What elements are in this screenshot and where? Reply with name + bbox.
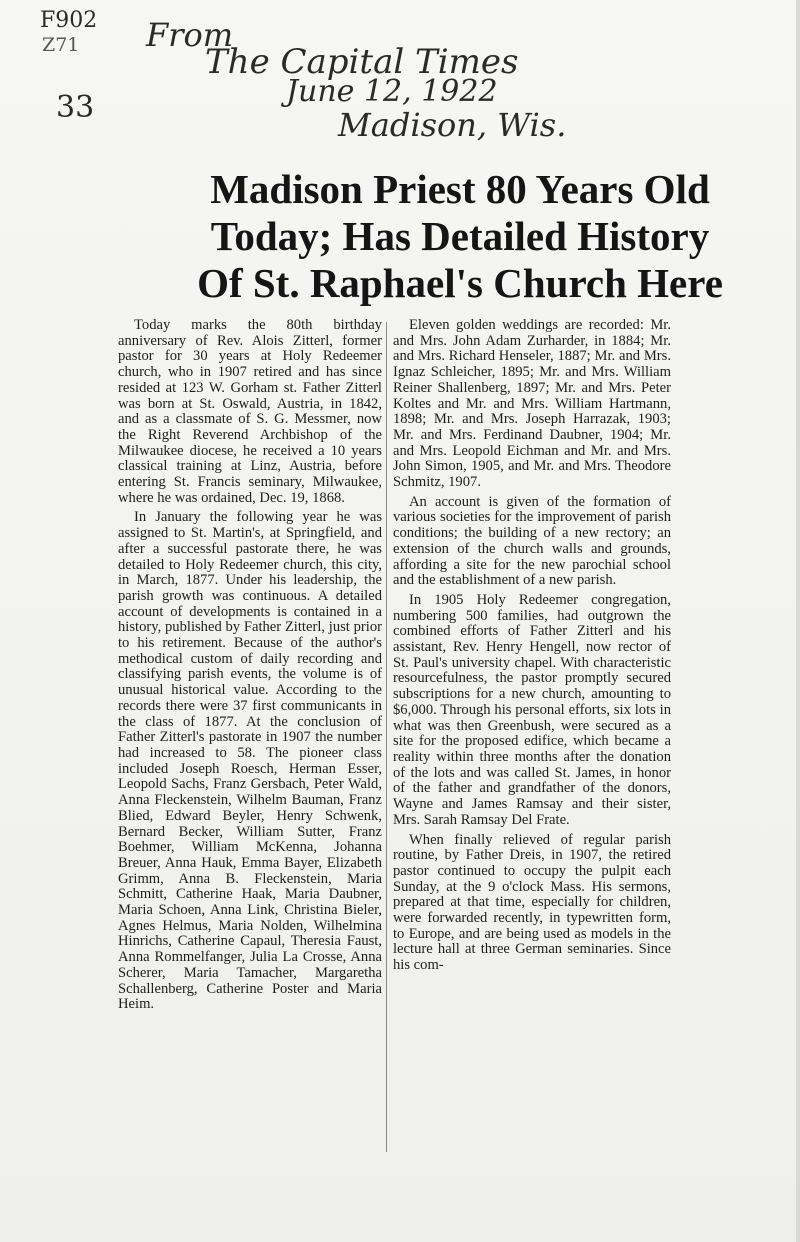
- newspaper-name-annotation: The Capital Times: [205, 42, 519, 82]
- article-paragraph: Eleven golden weddings are recorded: Mr. and Mrs. John Adam Zurharder, in 1884; Mr. and Mrs. Richard Henseler, 1887; Mr. and Mrs. Ignaz Schleicher, 1895; Mr. and Mrs. William Reiner Shallenberg, 1897; Mr. and Mrs. Peter Koltes and Mr. and Mrs. William Hartmann, 1898; Mr. and Mrs. Joseph Harrazak, 1903; Mr. and Mrs. Ferdinand Daubner, 1904; Mr. and Mrs. Leopold Eichman and Mr. and Mrs. John Simon, 1905, and Mr. and Mrs. Theodore Schmitz, 1907.: [393, 317, 671, 491]
- article-paragraph: In 1905 Holy Redeemer congregation, numbering 500 families, had outgrown the combined efforts of Father Zitterl and his assistant, Rev. Henry Hengell, now rector of St. Paul's university chapel. With characteristic resourcefulness, the pastor promptly secured subscriptions for a new church, amounting to $6,000. Through his personal efforts, six lots in what was then Greenbush, were secured as a site for the proposed edifice, which became a reality within three months after the donation of the lots and was called St. James, in honor of the father and grandfather of the donors, Wayne and James Ramsay and their sister, Mrs. Sarah Ramsay Del Frate.: [393, 591, 671, 828]
- headline-line-3: Of St. Raphael's Church Here: [197, 260, 723, 306]
- source-from-annotation: From: [146, 16, 234, 54]
- article-left-column: [118, 318, 382, 1017]
- publication-place-annotation: Madison, Wis.: [338, 106, 567, 144]
- article-paragraph: In January the following year he was assigned to St. Martin's, at Springfield, and after a successful pastorate there, he was detailed to Holy Redeemer church, this city, in March, 1877. Under his leadership, the parish growth was continuous. A detailed account of developments is contained in a history, published by Father Zitterl, just prior to his retirement. Because of the author's methodical custom of daily recording and classifying parish events, the volume is of unusual historical value. According to the records there were 37 first communicants in the class of 1877. At the conclusion of Father Zitterl's pastorate in 1907 the number had increased to 58. The pioneer class included Joseph Roesch, Herman Esser, Leopold Sachs, Franz Gersbach, Peter Wald, Anna Fleckenstein, Wilhelm Bauman, Franz Blied, Edward Beyler, Henry Schwenk, Bernard Becker, William Sutter, Franz Boehmer, William McKenna, Johanna Breuer, Anna Hauk, Emma Bayer, Elizabeth Grimm, Anna B. Fleckenstein, Maria Schmitt, Catherine Haak, Maria Daubner, Maria Schoen, Anna Link, Christina Bieler, Agnes Helmus, Maria Nolden, Wilhelmina Hinrichs, Catherine Capaul, Theresia Faust, Anna Rommelfanger, Julia La Crosse, Anna Scherer, Maria Tamacher, Margaretha Schallenberg, Catherine Poster and Maria Heim.: [118, 509, 382, 1013]
- headline: [160, 166, 760, 307]
- headline-line-2: Today; Has Detailed History: [210, 213, 710, 259]
- article-paragraph: Today marks the 80th birthday anniversary of Rev. Alois Zitterl, former pastor for 30 years at Holy Redeemer church, who in 1907 retired and has since resided at 123 W. Gorham st. Father Zitterl was born at St. Oswald, Austria, in 1842, and as a classmate of S. G. Messmer, now the Right Reverend Archbishop of the Milwaukee diocese, he received a 10 years classical training at Linz, Austria, before entering St. Francis seminary, Milwaukee, where he was ordained, Dec. 19, 1868.: [118, 317, 382, 506]
- article-right-column: [393, 318, 671, 978]
- column-divider: [386, 322, 387, 1152]
- headline-line-1: Madison Priest 80 Years Old: [210, 166, 710, 212]
- publication-date-annotation: June 12, 1922: [286, 74, 498, 109]
- call-number-annotation-secondary: Z71: [42, 34, 80, 56]
- page-edge: [796, 0, 800, 1242]
- page-number-annotation: 33: [56, 90, 95, 125]
- call-number-annotation: F902: [40, 8, 98, 33]
- article-paragraph: When finally relieved of regular parish routine, by Father Dreis, in 1907, the retired pastor continued to occupy the pulpit each Sunday, at the 9 o'clock Mass. His sermons, prepared at that time, especially for children, were forwarded recently, in typewritten form, to Europe, and are being used as models in the lecture hall at three German seminaries. Since his com-: [393, 831, 671, 974]
- article-paragraph: An account is given of the formation of various societies for the improvement of parish conditions; the building of a new rectory; an extension of the church walls and grounds, affording a site for the new parochial school and the establishment of a new parish.: [393, 493, 671, 589]
